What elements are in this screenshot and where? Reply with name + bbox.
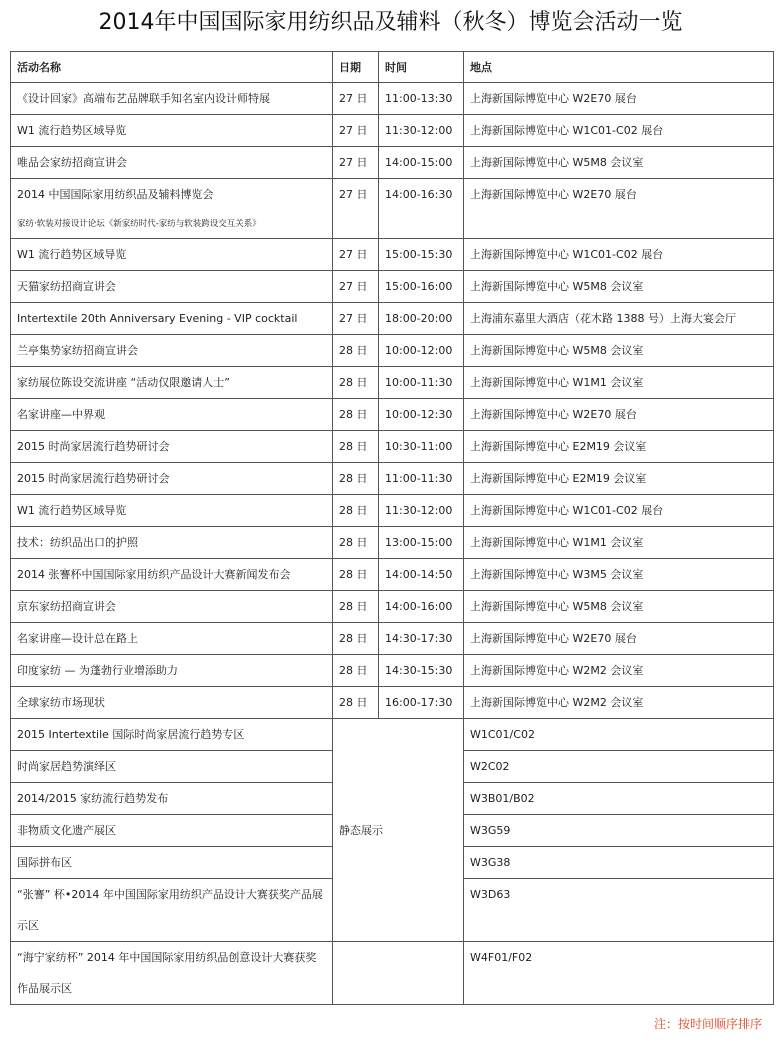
activity-time: 11:00-13:30 bbox=[379, 83, 464, 115]
static-row bbox=[11, 942, 774, 1005]
static-label: 静态展示 bbox=[333, 719, 464, 942]
activity-name: 名家讲座—中界观 bbox=[11, 399, 333, 431]
activity-name: 2015 时尚家居流行趋势研讨会 bbox=[11, 463, 333, 495]
activity-place: 上海新国际博览中心 W2M2 会议室 bbox=[464, 687, 774, 719]
activity-name: 2014 张謇杯中国国际家用纺织产品设计大赛新闻发布会 bbox=[11, 559, 333, 591]
table-row bbox=[11, 687, 774, 719]
activity-date: 28 日 bbox=[333, 655, 379, 687]
activity-date: 27 日 bbox=[333, 147, 379, 179]
activity-name bbox=[11, 179, 333, 239]
activity-time: 14:00-14:50 bbox=[379, 559, 464, 591]
activity-table bbox=[10, 51, 774, 1005]
table-row bbox=[11, 623, 774, 655]
static-name: 2015 Intertextile 国际时尚家居流行趋势专区 bbox=[11, 719, 333, 751]
header-name: 活动名称 bbox=[11, 52, 333, 83]
activity-place: 上海新国际博览中心 W5M8 会议室 bbox=[464, 335, 774, 367]
activity-time: 14:30-17:30 bbox=[379, 623, 464, 655]
activity-time: 14:00-16:30 bbox=[379, 179, 464, 239]
activity-time: 11:00-11:30 bbox=[379, 463, 464, 495]
table-row bbox=[11, 431, 774, 463]
activity-place: 上海新国际博览中心 E2M19 会议室 bbox=[464, 463, 774, 495]
activity-place: 上海新国际博览中心 W5M8 会议室 bbox=[464, 147, 774, 179]
activity-time: 14:30-15:30 bbox=[379, 655, 464, 687]
table-row bbox=[11, 655, 774, 687]
table-row bbox=[11, 495, 774, 527]
activity-name: 京东家纺招商宣讲会 bbox=[11, 591, 333, 623]
activity-time: 18:00-20:00 bbox=[379, 303, 464, 335]
activity-time: 14:00-16:00 bbox=[379, 591, 464, 623]
activity-name: 兰亭集势家纺招商宣讲会 bbox=[11, 335, 333, 367]
activity-time: 10:00-11:30 bbox=[379, 367, 464, 399]
activity-date: 27 日 bbox=[333, 239, 379, 271]
static-place: W3G59 bbox=[464, 815, 774, 847]
activity-date: 28 日 bbox=[333, 591, 379, 623]
table-row bbox=[11, 367, 774, 399]
static-place: W3B01/B02 bbox=[464, 783, 774, 815]
activity-name: W1 流行趋势区域导览 bbox=[11, 495, 333, 527]
static-label-cont bbox=[333, 942, 464, 1005]
activity-place: 上海新国际博览中心 W2E70 展台 bbox=[464, 179, 774, 239]
static-place: W2C02 bbox=[464, 751, 774, 783]
activity-name: 家纺展位陈设交流讲座 “活动仅限邀请人士” bbox=[11, 367, 333, 399]
activity-place: 上海新国际博览中心 W2M2 会议室 bbox=[464, 655, 774, 687]
activity-name: 名家讲座—设计总在路上 bbox=[11, 623, 333, 655]
activity-date: 28 日 bbox=[333, 527, 379, 559]
activity-place: 上海新国际博览中心 W1M1 会议室 bbox=[464, 527, 774, 559]
table-body bbox=[11, 83, 774, 1005]
table-row bbox=[11, 303, 774, 335]
activity-place: 上海新国际博览中心 W5M8 会议室 bbox=[464, 591, 774, 623]
activity-place: 上海浦东嘉里大酒店（花木路 1388 号）上海大宴会厅 bbox=[464, 303, 774, 335]
static-name: “张謇” 杯•2014 年中国国际家用纺织产品设计大赛获奖产品展示区 bbox=[11, 879, 333, 942]
activity-date: 28 日 bbox=[333, 335, 379, 367]
table-row bbox=[11, 147, 774, 179]
activity-date: 27 日 bbox=[333, 303, 379, 335]
activity-place: 上海新国际博览中心 W1C01-C02 展台 bbox=[464, 495, 774, 527]
activity-time: 11:30-12:00 bbox=[379, 115, 464, 147]
table-row bbox=[11, 115, 774, 147]
table-row bbox=[11, 83, 774, 115]
activity-date: 28 日 bbox=[333, 399, 379, 431]
activity-place: 上海新国际博览中心 W2E70 展台 bbox=[464, 399, 774, 431]
table-row bbox=[11, 463, 774, 495]
activity-time: 10:30-11:00 bbox=[379, 431, 464, 463]
table-row bbox=[11, 239, 774, 271]
activity-date: 27 日 bbox=[333, 83, 379, 115]
activity-name: 天猫家纺招商宣讲会 bbox=[11, 271, 333, 303]
static-row bbox=[11, 719, 774, 751]
activity-place: 上海新国际博览中心 W2E70 展台 bbox=[464, 83, 774, 115]
activity-time: 13:00-15:00 bbox=[379, 527, 464, 559]
page-title: 2014年中国国际家用纺织品及辅料（秋冬）博览会活动一览 bbox=[98, 10, 683, 35]
activity-date: 28 日 bbox=[333, 559, 379, 591]
table-row bbox=[11, 179, 774, 239]
activity-name: 唯品会家纺招商宣讲会 bbox=[11, 147, 333, 179]
static-name: 2014/2015 家纺流行趋势发布 bbox=[11, 783, 333, 815]
activity-name: 全球家纺市场现状 bbox=[11, 687, 333, 719]
activity-date: 28 日 bbox=[333, 463, 379, 495]
table-header-row bbox=[11, 52, 774, 83]
activity-name: W1 流行趋势区域导览 bbox=[11, 239, 333, 271]
header-date: 日期 bbox=[333, 52, 379, 83]
static-place: W3D63 bbox=[464, 879, 774, 942]
header-place: 地点 bbox=[464, 52, 774, 83]
activity-time: 14:00-15:00 bbox=[379, 147, 464, 179]
activity-place: 上海新国际博览中心 W1C01-C02 展台 bbox=[464, 115, 774, 147]
activity-date: 28 日 bbox=[333, 367, 379, 399]
activity-date: 28 日 bbox=[333, 431, 379, 463]
table-row bbox=[11, 559, 774, 591]
activity-time: 10:00-12:00 bbox=[379, 335, 464, 367]
activity-name: 技术：纺织品出口的护照 bbox=[11, 527, 333, 559]
activity-name: W1 流行趋势区域导览 bbox=[11, 115, 333, 147]
static-name: 非物质文化遗产展区 bbox=[11, 815, 333, 847]
activity-date: 28 日 bbox=[333, 623, 379, 655]
activity-name: 印度家纺 — 为蓬勃行业增添助力 bbox=[11, 655, 333, 687]
static-place: W3G38 bbox=[464, 847, 774, 879]
activity-name-line1: 2014 中国国际家用纺织品及辅料博览会 bbox=[17, 188, 214, 201]
table-row bbox=[11, 527, 774, 559]
activity-place: 上海新国际博览中心 E2M19 会议室 bbox=[464, 431, 774, 463]
activity-place: 上海新国际博览中心 W1C01-C02 展台 bbox=[464, 239, 774, 271]
table-row bbox=[11, 335, 774, 367]
activity-time: 10:00-12:30 bbox=[379, 399, 464, 431]
header-time: 时间 bbox=[379, 52, 464, 83]
table-row bbox=[11, 399, 774, 431]
table-row bbox=[11, 591, 774, 623]
activity-time: 15:00-16:00 bbox=[379, 271, 464, 303]
activity-name: 2015 时尚家居流行趋势研讨会 bbox=[11, 431, 333, 463]
activity-place: 上海新国际博览中心 W1M1 会议室 bbox=[464, 367, 774, 399]
static-place: W4F01/F02 bbox=[464, 942, 774, 1005]
static-name: “海宁家纺杯” 2014 年中国国际家用纺织品创意设计大赛获奖作品展示区 bbox=[11, 942, 333, 1005]
activity-name: 《设计回家》高端布艺品牌联手知名室内设计师特展 bbox=[11, 83, 333, 115]
sort-note: 注：按时间顺序排序 bbox=[653, 1017, 762, 1031]
activity-place: 上海新国际博览中心 W5M8 会议室 bbox=[464, 271, 774, 303]
activity-name-line2: 家纺·软装对接设计论坛《新家纺时代-家纺与软装跨设交互关系》 bbox=[17, 219, 261, 229]
activity-date: 28 日 bbox=[333, 495, 379, 527]
activity-time: 11:30-12:00 bbox=[379, 495, 464, 527]
activity-date: 27 日 bbox=[333, 179, 379, 239]
activity-date: 27 日 bbox=[333, 271, 379, 303]
activity-place: 上海新国际博览中心 W2E70 展台 bbox=[464, 623, 774, 655]
table-row bbox=[11, 271, 774, 303]
activity-date: 27 日 bbox=[333, 115, 379, 147]
static-place: W1C01/C02 bbox=[464, 719, 774, 751]
activity-time: 15:00-15:30 bbox=[379, 239, 464, 271]
activity-date: 28 日 bbox=[333, 687, 379, 719]
activity-place: 上海新国际博览中心 W3M5 会议室 bbox=[464, 559, 774, 591]
static-name: 时尚家居趋势演绎区 bbox=[11, 751, 333, 783]
static-name: 国际拼布区 bbox=[11, 847, 333, 879]
activity-time: 16:00-17:30 bbox=[379, 687, 464, 719]
activity-name: Intertextile 20th Anniversary Evening - VIP cocktail bbox=[11, 303, 333, 335]
